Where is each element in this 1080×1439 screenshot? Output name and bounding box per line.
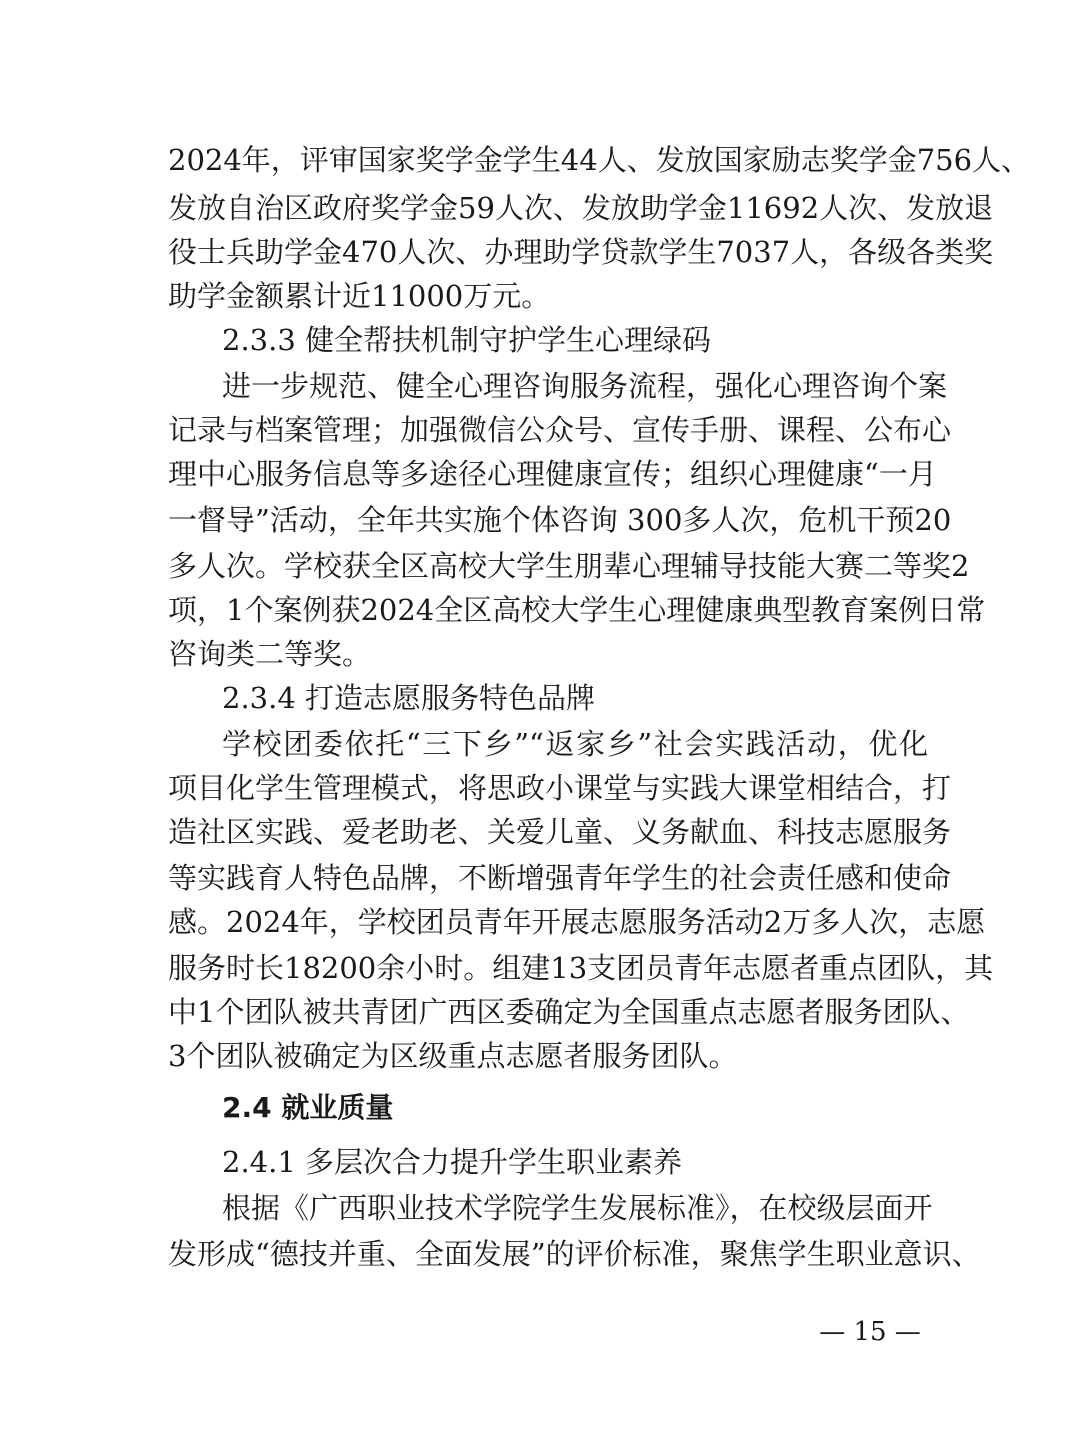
body-line: 进一步规范、健全心理咨询服务流程，强化心理咨询个案 [222,369,948,403]
body-line: 根据《广西职业技术学院学生发展标准》，在校级层面开 [222,1191,933,1225]
body-line: 学校团委依托“三下乡”“返家乡”社会实践活动，优化 [222,727,928,761]
body-line: 中1个团队被共青团广西区委确定为全国重点志愿者服务团队、 [168,995,970,1029]
body-line: 发放自治区政府奖学金59人次、发放助学金11692人次、发放退 [168,191,994,225]
body-line: 发形成“德技并重、全面发展”的评价标准，聚焦学生职业意识、 [168,1237,981,1271]
body-line: 咨询类二等奖。 [168,637,372,671]
section-heading-2-3-4: 2.3.4 打造志愿服务特色品牌 [222,681,596,715]
body-line: 役士兵助学金470人次、办理助学贷款学生7037人，各级各类奖 [168,235,994,269]
body-line: 服务时长18200余小时。组建13支团员青年志愿者重点团队，其 [168,951,994,985]
body-line: 一督导”活动，全年共实施个体咨询 300多人次，危机干预20 [168,503,952,537]
body-line: 项，1个案例获2024全区高校大学生心理健康典型教育案例日常 [168,593,986,627]
body-line: 记录与档案管理；加强微信公众号、宣传手册、课程、公布心 [168,413,952,447]
body-line: 3个团队被确定为区级重点志愿者服务团队。 [168,1039,738,1073]
section-heading-2-3-3: 2.3.3 健全帮扶机制守护学生心理绿码 [222,323,712,357]
body-line: 感。2024年，学校团员青年开展志愿服务活动2万多人次，志愿 [168,905,986,939]
page-number: — 15 — [819,1317,921,1347]
body-line: 多人次。学校获全区高校大学生朋辈心理辅导技能大赛二等奖2 [168,549,970,583]
section-heading-2-4-1: 2.4.1 多层次合力提升学生职业素养 [222,1145,683,1179]
body-line: 造社区实践、爱老助老、关爱儿童、义务献血、科技志愿服务 [168,815,952,849]
section-heading-2-4: 2.4 就业质量 [222,1091,394,1124]
body-line: 助学金额累计近11000万元。 [168,279,551,313]
body-line: 等实践育人特色品牌，不断增强青年学生的社会责任感和使命 [168,861,952,895]
body-line: 项目化学生管理模式，将思政小课堂与实践大课堂相结合，打 [168,771,952,805]
body-line: 理中心服务信息等多途径心理健康宣传；组织心理健康“一月 [168,457,937,491]
body-line: 2024年，评审国家奖学金学生44人、发放国家励志奖学金756人、 [168,143,1031,177]
